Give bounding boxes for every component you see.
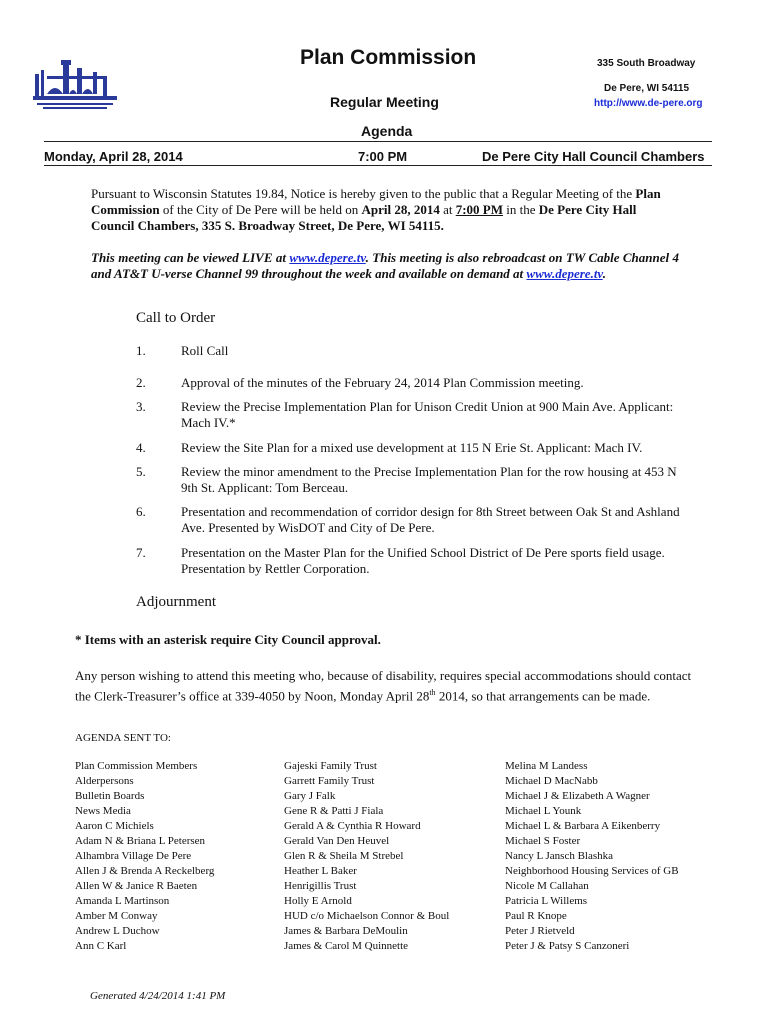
recipients-column-1 xyxy=(75,759,214,954)
recipient: Gerald A & Cynthia R Howard xyxy=(284,820,421,832)
recipient: Peter J Rietveld xyxy=(505,925,575,937)
recipient: Glen R & Sheila M Strebel xyxy=(284,850,404,862)
recipient: Michael L & Barbara A Eikenberry xyxy=(505,820,661,832)
agenda-heading: Agenda xyxy=(361,123,413,139)
recipient: Henrigillis Trust xyxy=(284,880,357,892)
recipient: Nicole M Callahan xyxy=(505,880,589,892)
document-title: Plan Commission xyxy=(300,46,477,69)
recipient: Andrew L Duchow xyxy=(75,925,160,937)
recipients-column-3 xyxy=(505,759,679,954)
address-city: De Pere, WI 54115 xyxy=(604,83,690,94)
recipient: HUD c/o Michaelson Connor & Boul xyxy=(284,910,450,922)
recipient: Garrett Family Trust xyxy=(284,775,375,787)
recipient: Michael S Foster xyxy=(505,835,581,847)
recipient: Alderpersons xyxy=(75,775,134,787)
recipient: Gary J Falk xyxy=(284,790,336,802)
recipient: James & Barbara DeMoulin xyxy=(284,925,408,937)
accessibility-paragraph: Any person wishing to attend this meeting who, because of disability, requires special accommodations should contact the Clerk-Treasurer’s office at 339-4050 by Noon, Monday April 28th 2014, so that arrangements can be made. xyxy=(75,668,692,704)
generated-timestamp: Generated 4/24/2014 1:41 PM xyxy=(90,990,226,1002)
recipient: Allen J & Brenda A Reckelberg xyxy=(75,865,215,877)
recipient: Neighborhood Housing Services of GB xyxy=(505,865,679,877)
asterisk-note: * Items with an asterisk require City Council approval. xyxy=(75,632,381,647)
recipient: Heather L Baker xyxy=(284,865,357,877)
recipient: Plan Commission Members xyxy=(75,760,198,772)
header-divider-top xyxy=(44,141,712,142)
recipient: Nancy L Jansch Blashka xyxy=(505,850,614,862)
adjournment-heading: Adjournment xyxy=(136,594,216,610)
depere-tv-link[interactable]: www.depere.tv xyxy=(289,250,366,265)
address-street: 335 South Broadway xyxy=(597,58,696,69)
recipient: Michael L Younk xyxy=(505,805,582,817)
recipient: Michael J & Elizabeth A Wagner xyxy=(505,790,650,802)
recipient: Adam N & Briana L Petersen xyxy=(75,835,206,847)
meeting-time: 7:00 PM xyxy=(358,149,408,164)
meeting-type: Regular Meeting xyxy=(330,94,439,110)
recipient: News Media xyxy=(75,805,131,817)
recipient: Gajeski Family Trust xyxy=(284,760,377,772)
meeting-date: Monday, April 28, 2014 xyxy=(44,149,183,164)
website-link[interactable]: http://www.de-pere.org xyxy=(594,98,703,109)
recipient: Amanda L Martinson xyxy=(75,895,170,907)
sent-to-label: AGENDA SENT TO: xyxy=(75,732,171,744)
recipient: Holly E Arnold xyxy=(284,895,352,907)
intro-paragraph: Pursuant to Wisconsin Statutes 19.84, Notice is hereby given to the public that a Regular Meeting of the Plan Commission of the City of De Pere will be held on April 28, 2014 at 7:00 PM in the De Pere City Hall Council Chambers, 335 S. Broadway Street, De Pere, WI 54115. xyxy=(91,186,661,233)
recipient: Melina M Landess xyxy=(505,760,588,772)
call-to-order-heading: Call to Order xyxy=(136,310,216,326)
recipient: Michael D MacNabb xyxy=(505,775,598,787)
recipients-column-2 xyxy=(284,759,449,954)
recipient: Gene R & Patti J Fiala xyxy=(284,805,384,817)
depere-tv-link-2[interactable]: www.depere.tv xyxy=(526,266,603,281)
recipient: Patricia L Willems xyxy=(505,895,588,907)
recipient: Peter J & Patsy S Canzoneri xyxy=(505,940,630,952)
city-logo xyxy=(33,56,117,112)
recipient: Allen W & Janice R Baeten xyxy=(75,880,198,892)
recipient: Ann C Karl xyxy=(75,940,127,952)
recipient: Amber M Conway xyxy=(75,910,158,922)
broadcast-paragraph: This meeting can be viewed LIVE at www.depere.tv. This meeting is also rebroadcast on TW Cable Channel 4 and AT&T U-verse Channel 99 throughout the week and available on demand at www.depere.tv. xyxy=(91,250,679,281)
recipient: Alhambra Village De Pere xyxy=(75,850,192,862)
recipient: Aaron C Michiels xyxy=(75,820,154,832)
header-divider-bottom xyxy=(44,165,712,166)
recipient: Bulletin Boards xyxy=(75,790,145,802)
recipient: James & Carol M Quinnette xyxy=(284,940,409,952)
recipient: Paul R Knope xyxy=(505,910,567,922)
meeting-location: De Pere City Hall Council Chambers xyxy=(482,149,705,164)
recipient: Gerald Van Den Heuvel xyxy=(284,835,390,847)
